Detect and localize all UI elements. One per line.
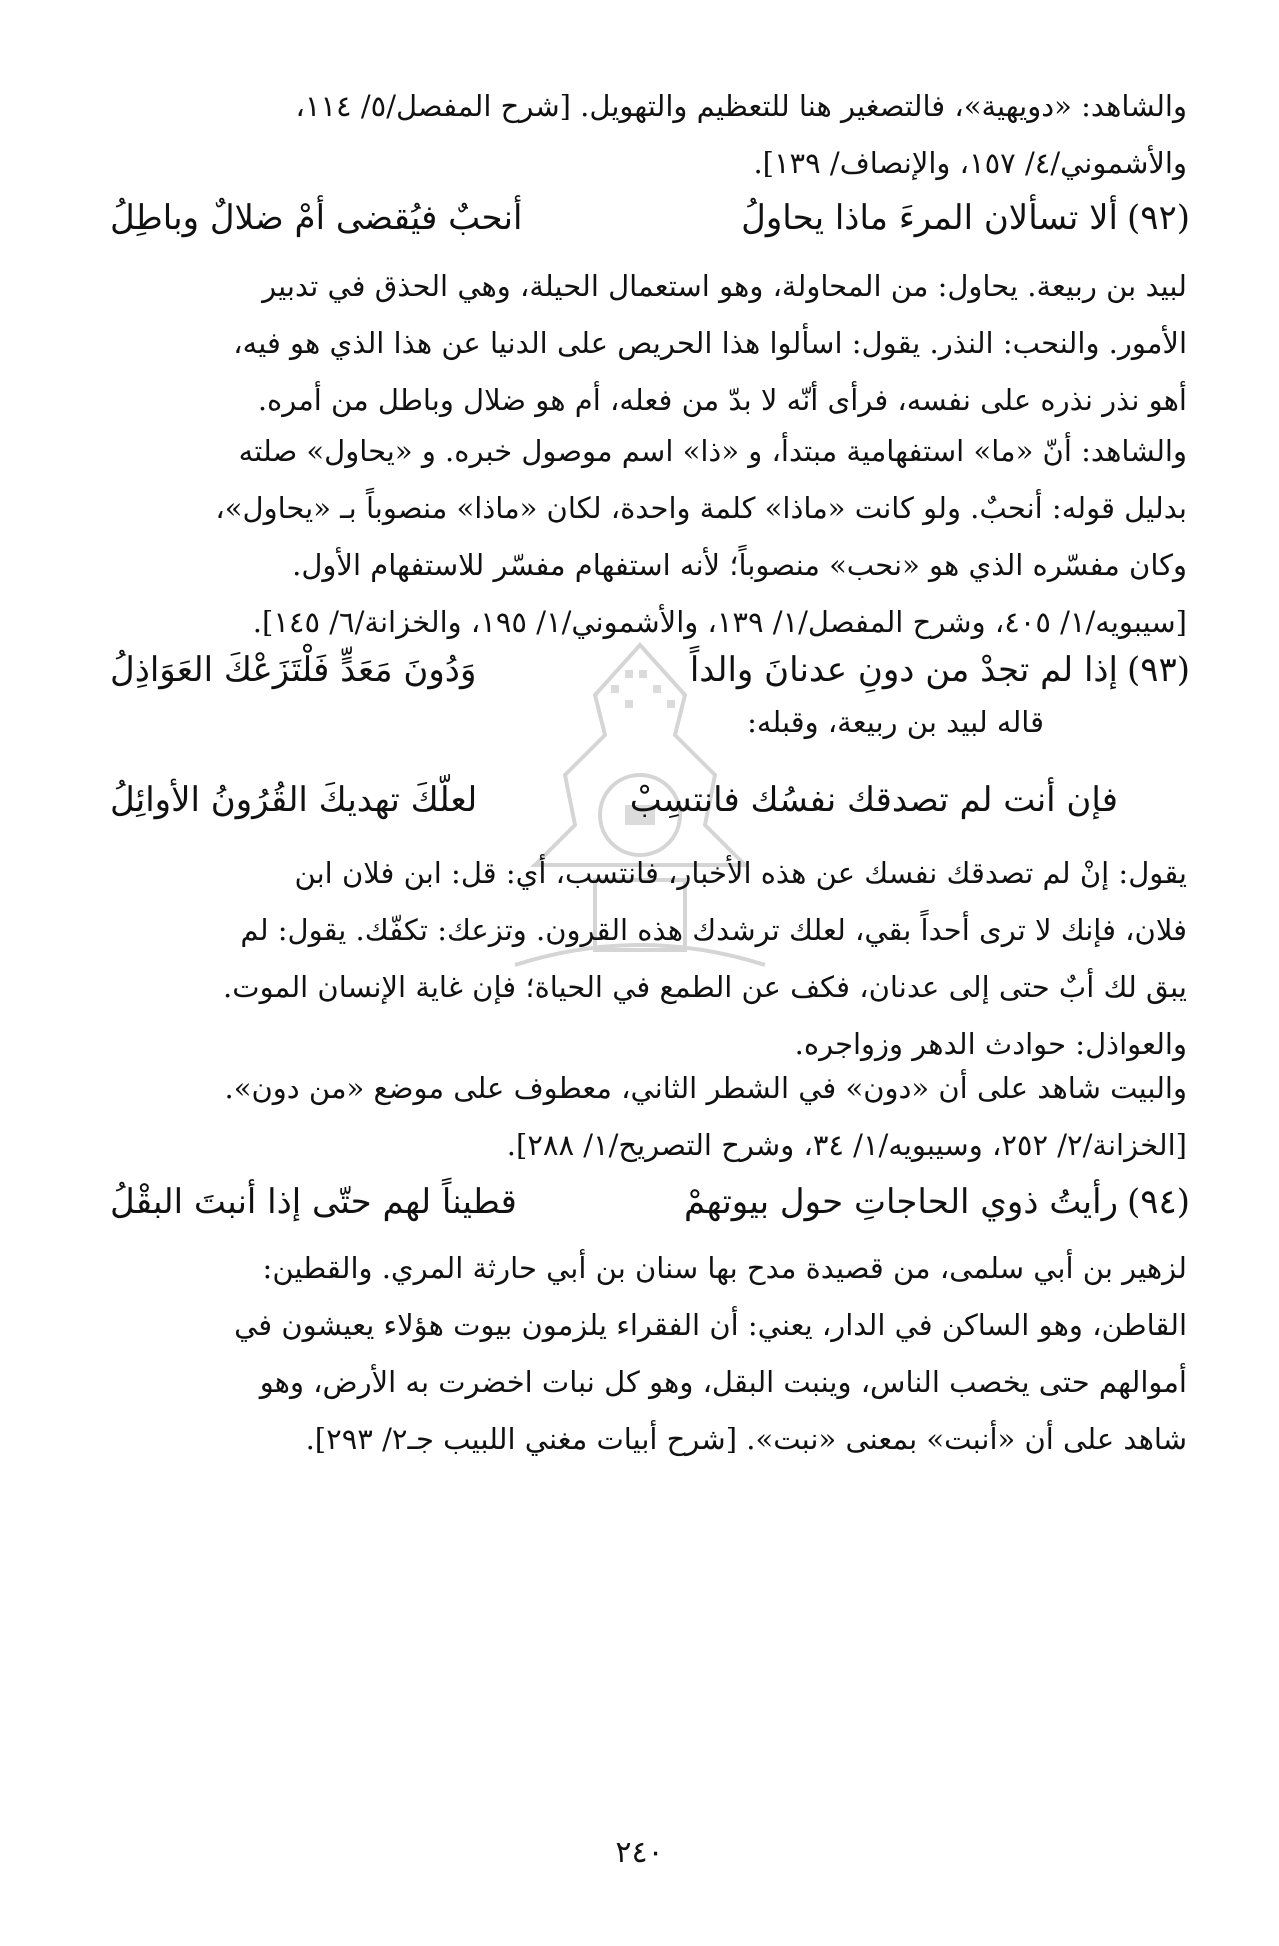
text-line: [سيبويه/١/ ٤٠٥، وشرح المفصل/١/ ١٣٩، والأشموني/١/ ١٩٥، والخزانة/٦/ ١٤٥]. — [252, 605, 1187, 639]
text-line: أموالهم حتى يخصب الناس، وينبت البقل، وهو كل نبات اخضرت به الأرض، وهو — [259, 1365, 1187, 1399]
verse-preceding — [110, 770, 1190, 830]
text-line: شاهد على أن «أنبت» بمعنى «نبت». [شرح أبيات مغني اللبيب جـ٢/ ٢٩٣]. — [305, 1422, 1187, 1456]
text-line: والبيت شاهد على أن «دون» في الشطر الثاني، معطوف على موضع «من دون». — [224, 1071, 1187, 1105]
verse-93 — [110, 640, 1190, 700]
paragraph-shahid-dun — [92, 1060, 1187, 1174]
text-line: الأمور. والنحب: النذر. يقول: اسألوا هذا الحريص على الدنيا عن هذا الذي هو فيه، — [233, 326, 1187, 360]
verse-second-hemistich: وَدُونَ مَعَدٍّ فَلْتَزَعْكَ العَوَاذِلُ — [110, 650, 477, 690]
text-line: والشاهد: «دويهية»، فالتصغير هنا للتعظيم والتهويل. [شرح المفصل/٥/ ١١٤، — [295, 89, 1187, 123]
verse-intro-line: قاله لبيد بن ربيعة، وقبله: — [747, 705, 1044, 739]
text-line: لزهير بن أبي سلمى، من قصيدة مدح بها سنان بن أبي حارثة المري. والقطين: — [262, 1251, 1187, 1285]
verse-94 — [110, 1172, 1190, 1232]
text-line: والأشموني/٤/ ١٥٧، والإنصاف/ ١٣٩]. — [753, 146, 1187, 180]
text-line: والشاهد: أنّ «ما» استفهامية مبتدأ، و «ذا» اسم موصول خبره. و «يحاول» صلته — [238, 434, 1187, 468]
paragraph-shahid-madha — [92, 423, 1187, 651]
verse-second-hemistich: أنحبٌ فيُقضى أمْ ضلالٌ وباطِلُ — [110, 198, 523, 238]
text-line: فلان، فإنك لا ترى أحداً بقي، لعلك ترشدك هذه القرون. وتزعك: تكفّك. يقول: لم — [240, 913, 1187, 947]
text-line: يقول: إنْ لم تصدقك نفسك عن هذه الأخبار، فانتسب، أي: قل: ابن فلان ابن — [294, 856, 1187, 890]
page-number: ٢٤٠ — [615, 1835, 664, 1870]
text-line: بدليل قوله: أنحبٌ. ولو كانت «ماذا» كلمة واحدة، لكان «ماذا» منصوباً بـ «يحاول»، — [215, 491, 1187, 525]
verse-second-hemistich: لعلّكَ تهديكَ القُرُونُ الأوائِلُ — [110, 780, 478, 820]
text-line: والعواذل: حوادث الدهر وزواجره. — [794, 1027, 1187, 1061]
paragraph-shahid-duwayhiya — [92, 78, 1187, 192]
text-line: يبق لك أبٌ حتى إلى عدنان، فكف عن الطمع في الحياة؛ فإن غاية الإنسان الموت. — [223, 970, 1187, 1004]
verse-first-hemistich: ألا تسألان المرءَ ماذا يحاولُ — [741, 198, 1118, 238]
verse-92 — [110, 188, 1190, 248]
text-line: وكان مفسّره الذي هو «نحب» منصوباً؛ لأنه استفهام مفسّر للاستفهام الأول. — [292, 548, 1187, 582]
text-line: [الخزانة/٢/ ٢٥٢، وسيبويه/١/ ٣٤، وشرح التصريح/١/ ٢٨٨]. — [506, 1128, 1187, 1162]
paragraph-yaqul-commentary — [92, 845, 1187, 1073]
text-line: أهو نذر نذره على نفسه، فرأى أنّه لا بدّ من فعله، أم هو ضلال وباطل من أمره. — [257, 383, 1187, 417]
paragraph-labid-commentary — [92, 258, 1187, 429]
verse-number: (٩٣) — [1126, 650, 1190, 690]
paragraph-zuhayr-commentary — [92, 1240, 1187, 1468]
verse-first-hemistich: فإن أنت لم تصدقك نفسُك فانتسِبْ — [629, 780, 1118, 820]
verse-number: (٩٢) — [1126, 198, 1190, 238]
text-line: القاطن، وهو الساكن في الدار، يعني: أن الفقراء يلزمون بيوت هؤلاء يعيشون في — [234, 1308, 1187, 1342]
verse-first-hemistich: رأيتُ ذوي الحاجاتِ حول بيوتهمْ — [684, 1182, 1118, 1222]
text-line: لبيد بن ربيعة. يحاول: من المحاولة، وهو استعمال الحيلة، وهي الحذق في تدبير — [262, 269, 1187, 303]
verse-first-hemistich: إذا لم تجدْ من دونِ عدنانَ والداً — [689, 650, 1118, 690]
verse-second-hemistich: قطيناً لهم حتّى إذا أنبتَ البقْلُ — [110, 1182, 517, 1222]
verse-number: (٩٤) — [1126, 1182, 1190, 1222]
